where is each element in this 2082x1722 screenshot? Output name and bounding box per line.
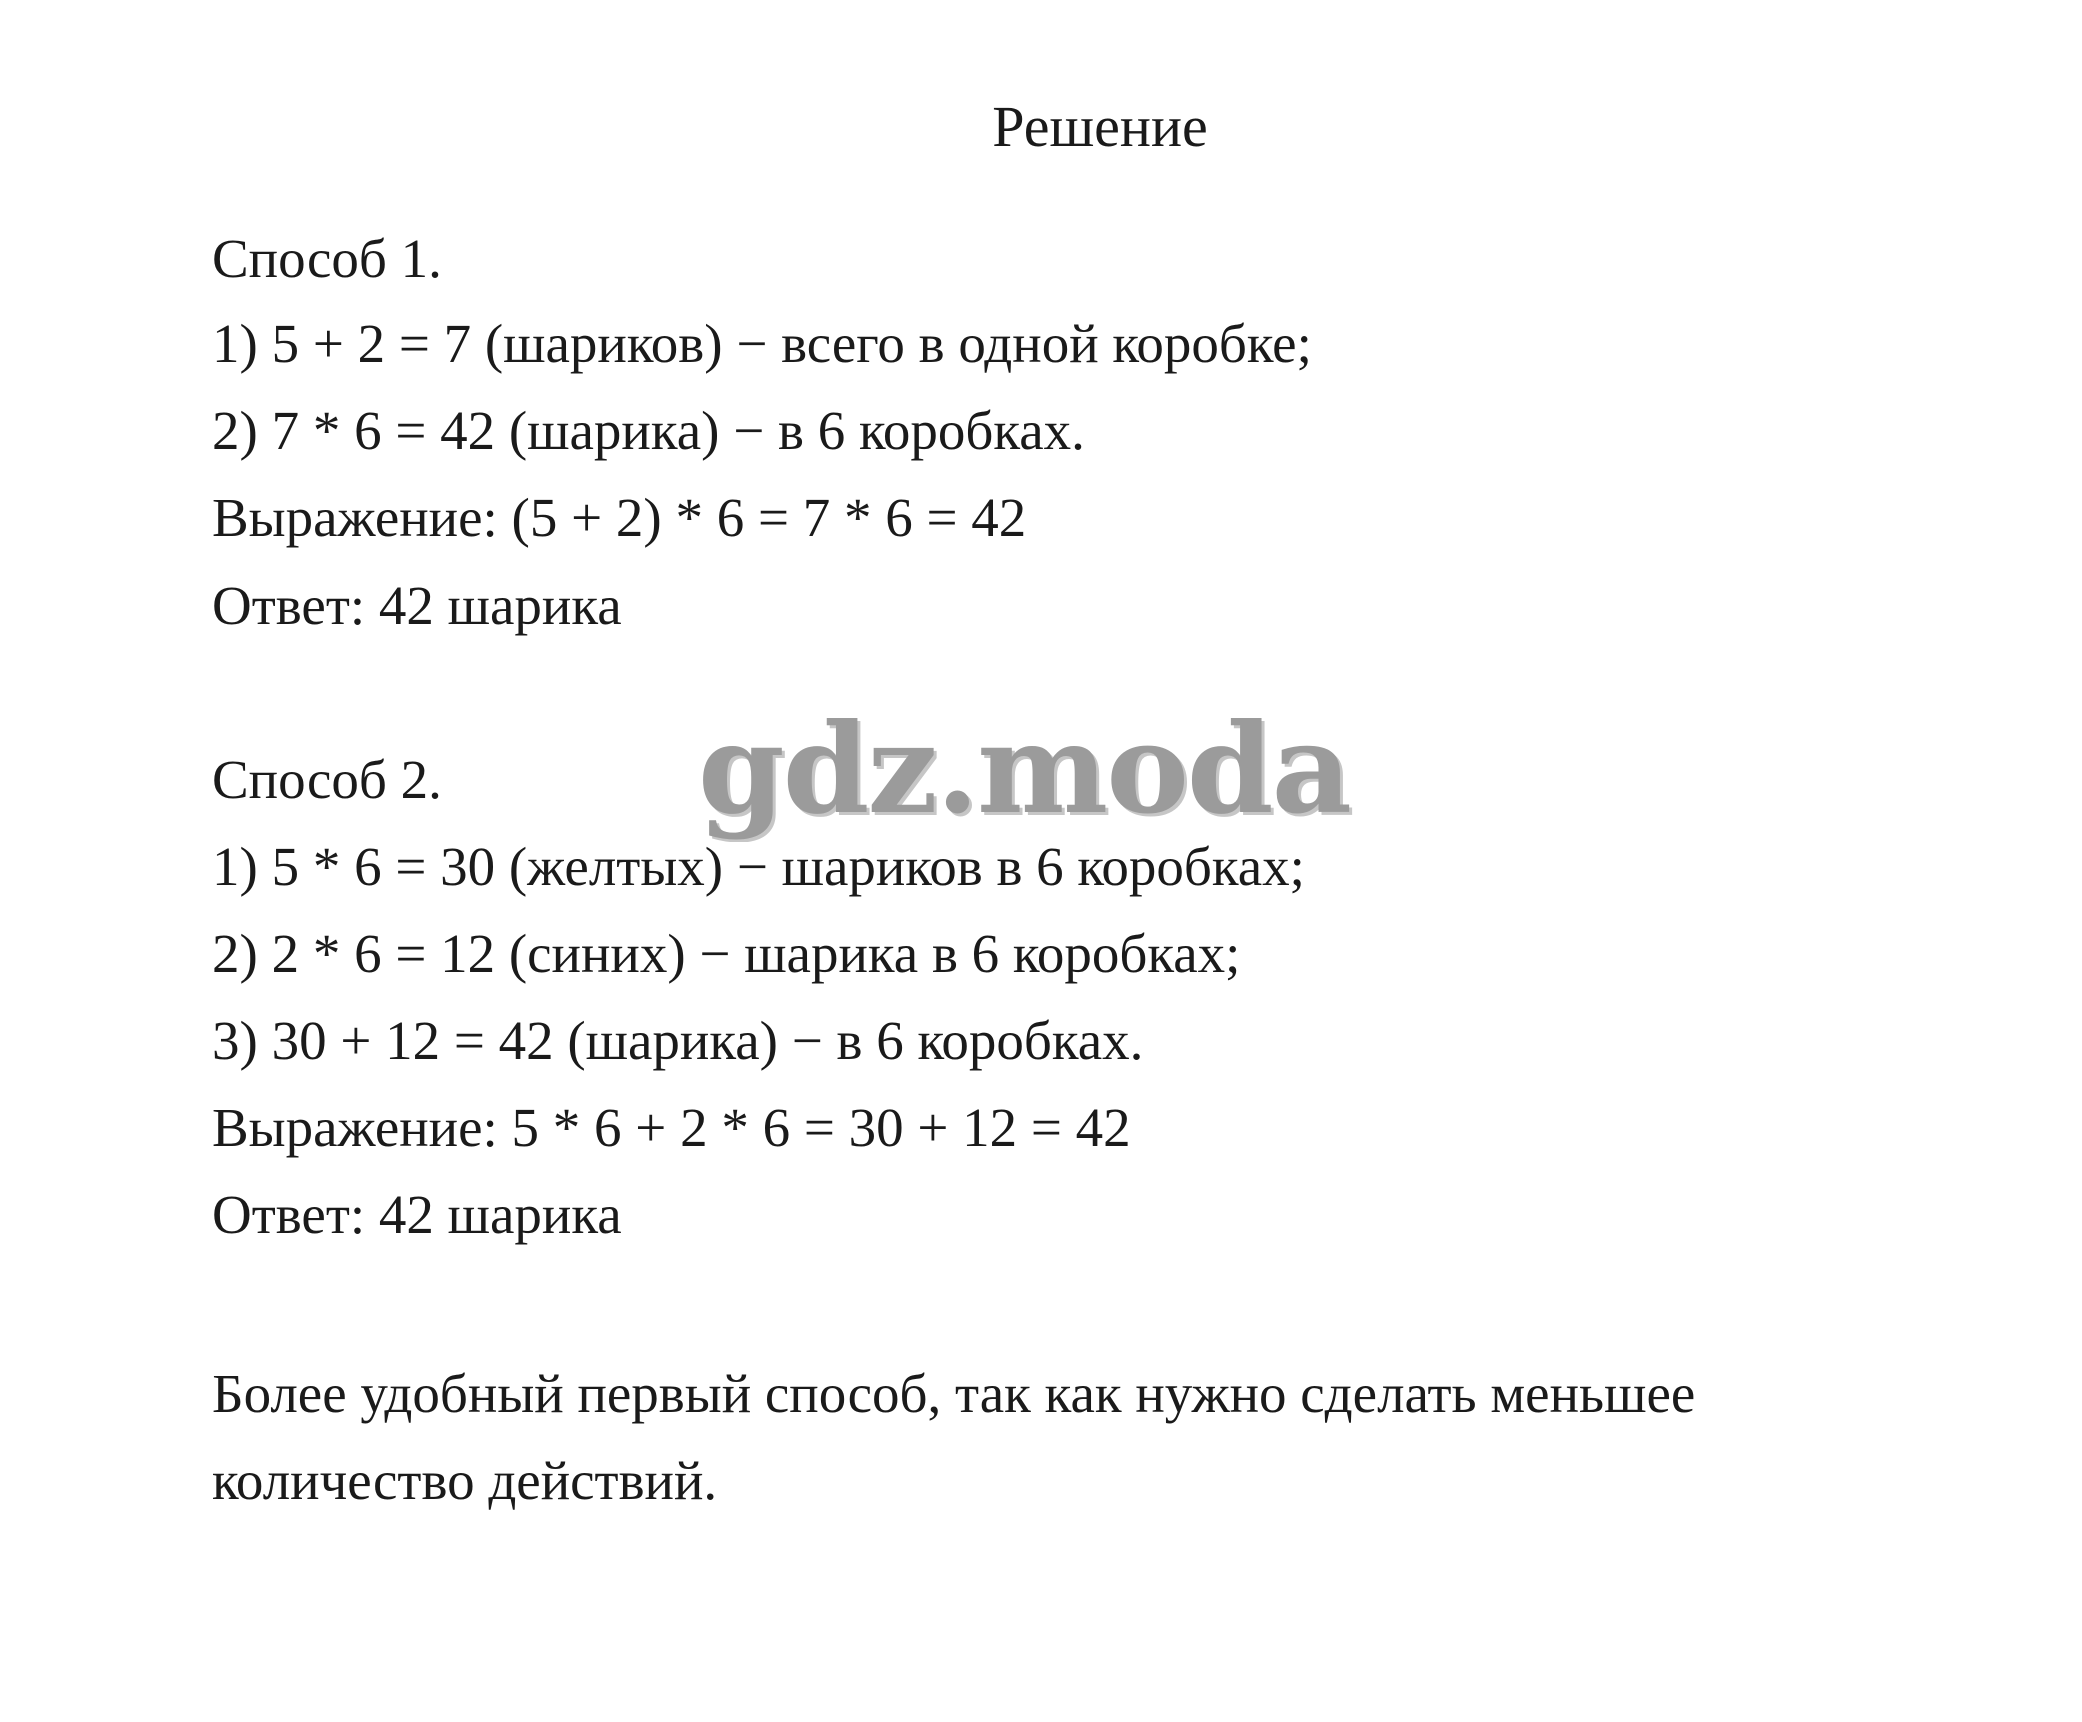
- method-2-step-1: 1) 5 * 6 = 30 (желтых) − шариков в 6 коробках;: [212, 836, 1305, 897]
- page-title: Решение: [992, 94, 1208, 159]
- watermark-logo: gdz.moda: [698, 697, 1350, 842]
- method-2-expression: Выражение: 5 * 6 + 2 * 6 = 30 + 12 = 42: [212, 1097, 1131, 1158]
- method-2-title: Способ 2.: [212, 749, 442, 810]
- method-2-answer: Ответ: 42 шарика: [212, 1184, 622, 1245]
- conclusion-line-1: Более удобный первый способ, так как нужно сделать меньшее: [212, 1363, 1696, 1424]
- method-2-step-3: 3) 30 + 12 = 42 (шарика) − в 6 коробках.: [212, 1010, 1144, 1071]
- method-2-step-2: 2) 2 * 6 = 12 (синих) − шарика в 6 коробках;: [212, 923, 1241, 984]
- method-1-step-1: 1) 5 + 2 = 7 (шариков) − всего в одной коробке;: [212, 313, 1312, 374]
- method-1-step-2: 2) 7 * 6 = 42 (шарика) − в 6 коробках.: [212, 400, 1085, 461]
- method-1-title: Способ 1.: [212, 228, 442, 289]
- method-1-expression: Выражение: (5 + 2) * 6 = 7 * 6 = 42: [212, 487, 1027, 548]
- method-1-answer: Ответ: 42 шарика: [212, 575, 622, 636]
- conclusion-line-2: количество действий.: [212, 1450, 718, 1511]
